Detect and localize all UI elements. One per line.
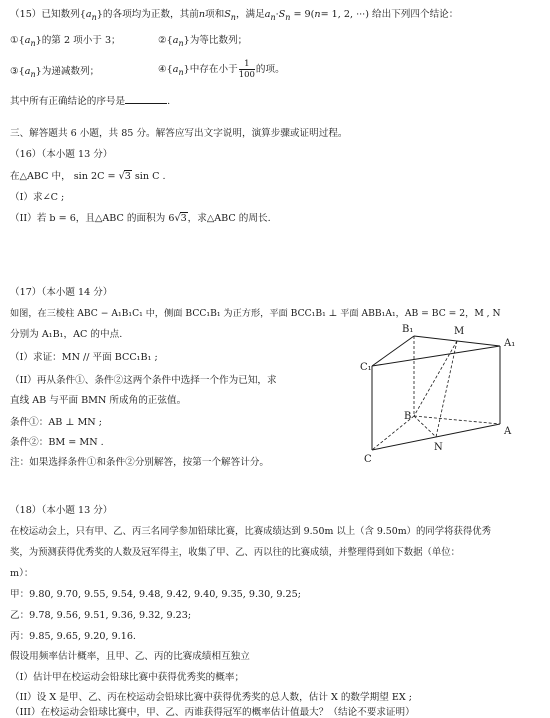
label-c: C — [364, 454, 372, 465]
segment-m-b — [414, 341, 457, 416]
q17-part2: （II）再从条件①、条件②这两个条件中选择一个作为已知，求 — [10, 375, 277, 386]
q17-condition2: 条件②：BM = MN . — [10, 437, 104, 448]
q15-text: （15）已知数列 — [10, 9, 80, 20]
q15-options-row2: $③\{a_n\}$为递减数列； $④\{a_n\}$中存在小于 $\frac{1}{100}$ 的项。 — [10, 59, 285, 80]
segment-b-n — [414, 416, 436, 437]
q17-line1: 如图，在三棱柱 ABC − A₁B₁C₁ 中，侧面 BCC₁B₁ 为正方形，平面 BCC₁B₁ ⊥ 平面 ABB₁A₁，AB = BC = 2，M , N — [10, 308, 501, 319]
edge-b-a — [414, 416, 500, 424]
label-b: B — [404, 411, 412, 422]
q17-line2: 分别为 A₁B₁，AC 的中点. — [10, 329, 123, 340]
q15-options-row1: $①\{a_n\}$的第 2 项小于 3； $②\{a_n\}$为等比数列； — [10, 34, 121, 51]
q18-line3: m）： — [10, 568, 34, 579]
q15-option4: $④\{a_n\}$中存在小于 $\frac{1}{100}$ 的项。 — [158, 59, 285, 80]
edge-c1-b1 — [372, 336, 414, 366]
label-c1: C₁ — [360, 362, 372, 373]
section-3-heading: 三、解答题共 6 小题，共 85 分。解答应写出文字说明，演算步骤或证明过程。 — [10, 128, 348, 139]
q18-data-bing: 丙：9.85, 9.65, 9.20, 9.16. — [10, 631, 136, 642]
label-b1: B₁ — [402, 324, 414, 335]
q17-condition1: 条件①：AB ⊥ MN ; — [10, 417, 102, 428]
q16-part2: （II）若 b = 6，且△ABC 的面积为 6√3，求△ABC 的周长. — [10, 213, 271, 224]
label-n: N — [434, 442, 443, 453]
q17-note: 注：如果选择条件①和条件②分别解答，按第一个解答计分。 — [10, 457, 270, 468]
label-a1: A₁ — [504, 338, 516, 349]
q15-line1: （15）已知数列$\{a_n\}$的各项均为正数，其前n项和$S_n$，满足$a_n\cdot S_n = 9(n= 1$, 2, ···) 给出下列四个结论： — [10, 9, 459, 22]
q15-option2: $②\{a_n\}$为等比数列； — [158, 35, 248, 48]
q16-part1: （I）求∠C ; — [10, 192, 65, 203]
q18-part3: （III）在校运动会铅球比赛中，甲、乙、丙谁获得冠军的概率估计值最大？（结论不要求证明） — [10, 707, 415, 718]
q16-heading: （16）（本小题 13 分） — [10, 149, 113, 160]
prism-diagram — [362, 318, 522, 466]
q18-line2: 奖，为预测获得优秀奖的人数及冠军得主，收集了甲、乙、丙以往的比赛成绩，并整理得到如下数据（单位： — [10, 547, 461, 558]
prism-figure — [362, 318, 522, 466]
q18-heading: （18）（本小题 13 分） — [10, 505, 113, 516]
fraction-1-100: $\frac{1}{100}$ — [238, 59, 255, 80]
q18-part1: （I）估计甲在校运动会铅球比赛中获得优秀奖的概率； — [10, 672, 245, 683]
q17-part1: （I）求证：MN // 平面 BCC₁B₁ ; — [10, 352, 158, 363]
label-m: M — [454, 326, 465, 337]
q16-line1: 在△ABC 中， sin 2C = √3 sin C . — [10, 171, 166, 182]
label-a: A — [504, 426, 512, 437]
q15-question: 其中所有正确结论的序号是 . — [10, 93, 170, 109]
q17-part2b: 直线 AB 与平面 BMN 所成角的正弦值。 — [10, 395, 187, 406]
edge-c1-a1 — [372, 346, 500, 366]
q17-heading: （17）（本小题 14 分） — [10, 287, 113, 298]
q18-part2: （II）设 X 是甲、乙、丙在校运动会铅球比赛中获得优秀奖的总人数，估计 X 的数学期望 EX ; — [10, 692, 412, 703]
answer-blank — [125, 93, 167, 104]
q18-line1: 在校运动会上，只有甲、乙、丙三名同学参加铅球比赛，比赛成绩达到 9.50m 以上（含 9.50m）的同学将获得优秀 — [10, 526, 491, 537]
q18-assumption: 假设用频率估计概率，且甲、乙、丙的比赛成绩相互独立 — [10, 651, 250, 662]
q18-data-yi: 乙：9.78, 9.56, 9.51, 9.36, 9.32, 9.23; — [10, 610, 192, 621]
q18-data-jia: 甲：9.80, 9.70, 9.55, 9.54, 9.48, 9.42, 9.40, 9.35, 9.30, 9.25; — [10, 589, 301, 600]
